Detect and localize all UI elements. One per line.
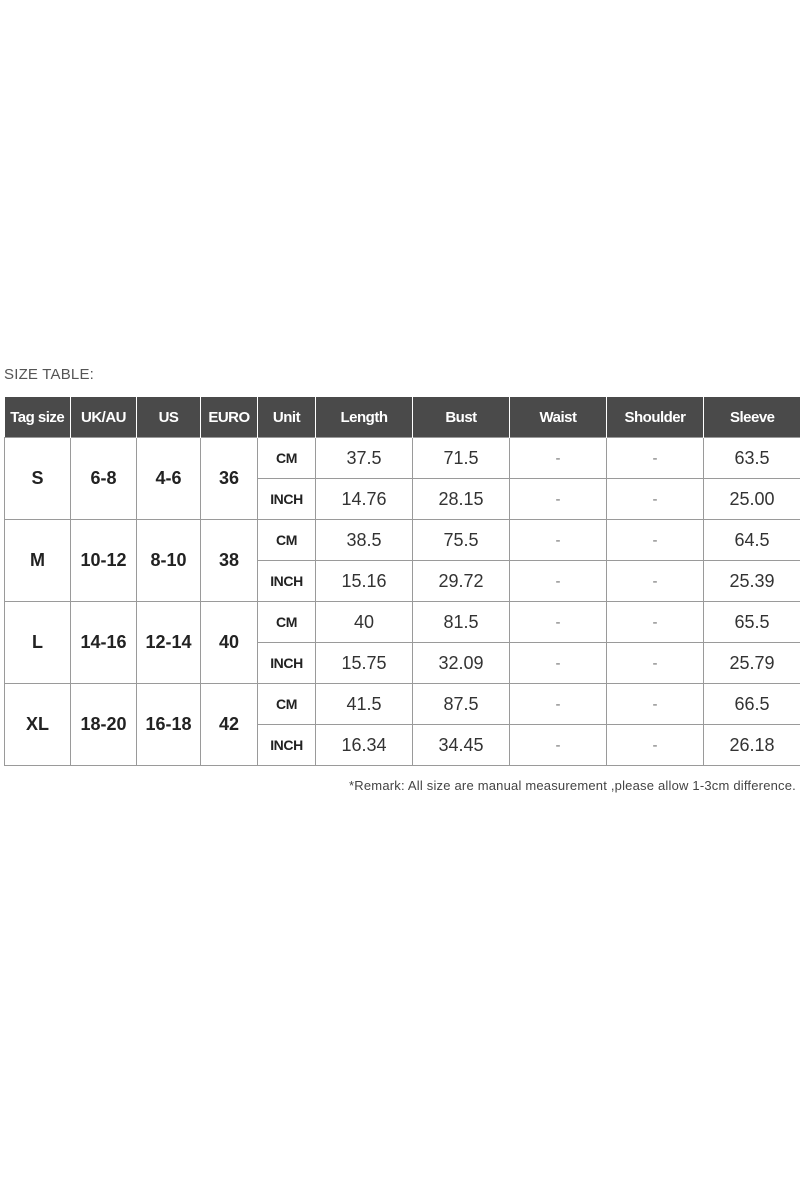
us-cell: 16-18 — [137, 684, 201, 766]
bust-cell: 71.5 — [413, 438, 510, 479]
shoulder-cell: - — [607, 684, 704, 725]
euro-cell: 42 — [201, 684, 258, 766]
waist-cell: - — [510, 684, 607, 725]
tag-size-cell: XL — [5, 684, 71, 766]
table-row — [5, 602, 800, 643]
table-row — [5, 438, 800, 479]
bust-cell: 32.09 — [413, 643, 510, 684]
length-cell: 15.75 — [316, 643, 413, 684]
header-shoulder: Shoulder — [607, 397, 704, 438]
size-table — [4, 397, 800, 766]
unit-cell: INCH — [258, 561, 316, 602]
shoulder-cell: - — [607, 561, 704, 602]
waist-cell: - — [510, 438, 607, 479]
waist-cell: - — [510, 561, 607, 602]
euro-cell: 40 — [201, 602, 258, 684]
header-unit: Unit — [258, 397, 316, 438]
unit-cell: CM — [258, 684, 316, 725]
uk-au-cell: 10-12 — [71, 520, 137, 602]
bust-cell: 34.45 — [413, 725, 510, 766]
unit-cell: CM — [258, 438, 316, 479]
shoulder-cell: - — [607, 520, 704, 561]
bust-cell: 28.15 — [413, 479, 510, 520]
uk-au-cell: 18-20 — [71, 684, 137, 766]
table-row — [5, 520, 800, 561]
us-cell: 8-10 — [137, 520, 201, 602]
waist-cell: - — [510, 602, 607, 643]
shoulder-cell: - — [607, 602, 704, 643]
sleeve-cell: 64.5 — [704, 520, 800, 561]
length-cell: 37.5 — [316, 438, 413, 479]
sleeve-cell: 25.00 — [704, 479, 800, 520]
unit-cell: INCH — [258, 725, 316, 766]
length-cell: 38.5 — [316, 520, 413, 561]
uk-au-cell: 6-8 — [71, 438, 137, 520]
euro-cell: 36 — [201, 438, 258, 520]
tag-size-cell: M — [5, 520, 71, 602]
tag-size-cell: L — [5, 602, 71, 684]
sleeve-cell: 63.5 — [704, 438, 800, 479]
length-cell: 40 — [316, 602, 413, 643]
waist-cell: - — [510, 520, 607, 561]
length-cell: 41.5 — [316, 684, 413, 725]
unit-cell: CM — [258, 520, 316, 561]
bust-cell: 81.5 — [413, 602, 510, 643]
tag-size-cell: S — [5, 438, 71, 520]
bust-cell: 75.5 — [413, 520, 510, 561]
unit-cell: INCH — [258, 479, 316, 520]
sleeve-cell: 25.39 — [704, 561, 800, 602]
header-waist: Waist — [510, 397, 607, 438]
bust-cell: 87.5 — [413, 684, 510, 725]
header-bust: Bust — [413, 397, 510, 438]
waist-cell: - — [510, 479, 607, 520]
uk-au-cell: 14-16 — [71, 602, 137, 684]
waist-cell: - — [510, 725, 607, 766]
shoulder-cell: - — [607, 643, 704, 684]
waist-cell: - — [510, 643, 607, 684]
us-cell: 4-6 — [137, 438, 201, 520]
sleeve-cell: 25.79 — [704, 643, 800, 684]
bust-cell: 29.72 — [413, 561, 510, 602]
us-cell: 12-14 — [137, 602, 201, 684]
length-cell: 16.34 — [316, 725, 413, 766]
table-header-row — [5, 397, 800, 438]
table-row — [5, 684, 800, 725]
header-uk-au: UK/AU — [71, 397, 137, 438]
length-cell: 15.16 — [316, 561, 413, 602]
header-tag-size: Tag size — [5, 397, 71, 438]
sleeve-cell: 66.5 — [704, 684, 800, 725]
shoulder-cell: - — [607, 438, 704, 479]
length-cell: 14.76 — [316, 479, 413, 520]
shoulder-cell: - — [607, 725, 704, 766]
sleeve-cell: 65.5 — [704, 602, 800, 643]
sleeve-cell: 26.18 — [704, 725, 800, 766]
header-euro: EURO — [201, 397, 258, 438]
shoulder-cell: - — [607, 479, 704, 520]
unit-cell: INCH — [258, 643, 316, 684]
remark-note: *Remark: All size are manual measurement ,please allow 1-3cm difference. — [349, 778, 796, 793]
size-table-title: SIZE TABLE: — [4, 366, 95, 383]
euro-cell: 38 — [201, 520, 258, 602]
header-sleeve: Sleeve — [704, 397, 800, 438]
header-us: US — [137, 397, 201, 438]
unit-cell: CM — [258, 602, 316, 643]
header-length: Length — [316, 397, 413, 438]
